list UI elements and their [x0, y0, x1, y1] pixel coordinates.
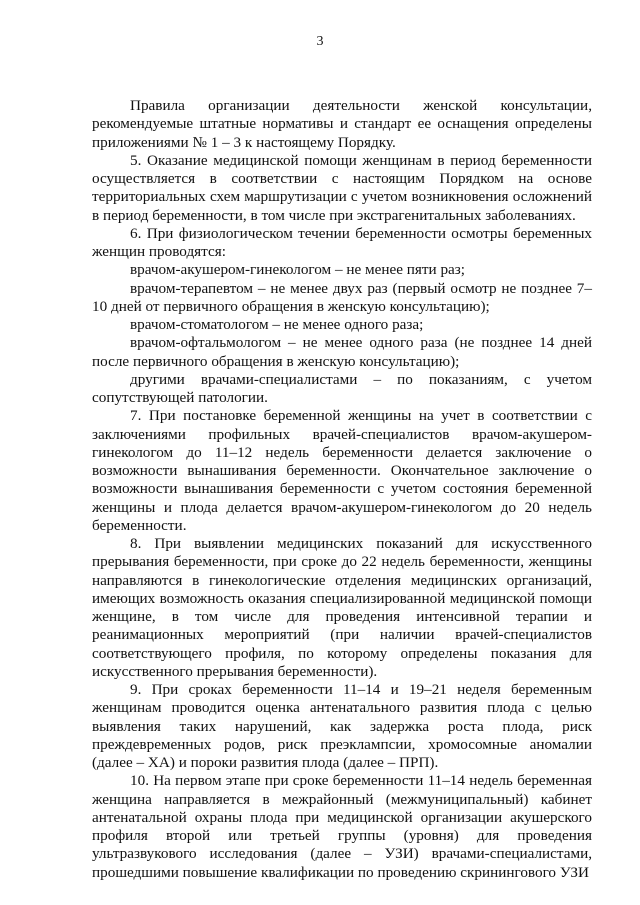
list-item-other-specialists: другими врачами-специалистами – по показаниям, с учетом сопутствующей патологии. [92, 370, 592, 406]
paragraph-8: 8. При выявлении медицинских показаний для искусственного прерывания беременности, при сроке до 22 недель беременности, женщины направляются в гинекологические отделения медицинских организаций, имеющих возможность оказания специализированной медицинской помощи женщине, в том числе для проведения интенсивной терапии и реанимационных мероприятий (при наличии врачей-специалистов соответствующего профиля, по которому определены показания для искусственного прерывания беременности). [92, 535, 592, 680]
paragraph-7: 7. При постановке беременной женщины на учет в соответствии с заключениями профильных врачей-специалистов врачом-акушером-гинекологом до 11–12 недель беременности делается заключение о возможности вынашивания беременности. Окончательное заключение о возможности вынашивания беременности с учетом состояния беременной женщины и плода делается врачом-акушером-гинекологом до 20 недель беременности. [92, 407, 592, 534]
list-item-therapist: врачом-терапевтом – не менее двух раз (первый осмотр не позднее 7–10 дней от первичного обращения в женскую консультацию); [92, 279, 592, 315]
page-number: 3 [316, 34, 324, 49]
paragraph-9: 9. При сроках беременности 11–14 и 19–21 неделя беременным женщинам проводится оценка антенатального развития плода с целью выявления таких нарушений, как задержка роста плода, риск преждевременных родов, риск преэклампсии, хромосомные аномалии (далее – ХА) и пороки развития плода (далее – ПРП). [92, 681, 592, 771]
paragraph-5: 5. Оказание медицинской помощи женщинам в период беременности осуществляется в соответствии с настоящим Порядком на основе территориальных схем маршрутизации с учетом возникновения осложнений в период беременности, в том числе при экстрагенитальных заболеваниях. [92, 151, 592, 224]
list-item-obstetrician: врачом-акушером-гинекологом – не менее пяти раз; [130, 261, 466, 279]
list-item-ophthalmologist: врачом-офтальмологом – не менее одного раза (не позднее 14 дней после первичного обращения в женскую консультацию); [92, 334, 592, 370]
list-item-dentist: врачом-стоматологом – не менее одного раза; [130, 316, 424, 333]
paragraph-rules: Правила организации деятельности женской консультации, рекомендуемые штатные нормативы и стандарт ее оснащения определены приложениями № 1 – 3 к настоящему Порядку. [92, 97, 592, 151]
document-body [92, 97, 592, 882]
paragraph-10: 10. На первом этапе при сроке беременности 11–14 недель беременная женщина направляется в межрайонный (межмуниципальный) кабинет антенатальной охраны плода при медицинской организации акушерского профиля второй или третьей группы (уровня) для проведения ультразвукового исследования (далее – УЗИ) врачами-специалистами, прошедшими повышение квалификации по проведению скринингового УЗИ [92, 772, 592, 881]
paragraph-6: 6. При физиологическом течении беременности осмотры беременных женщин проводятся: [92, 224, 592, 260]
